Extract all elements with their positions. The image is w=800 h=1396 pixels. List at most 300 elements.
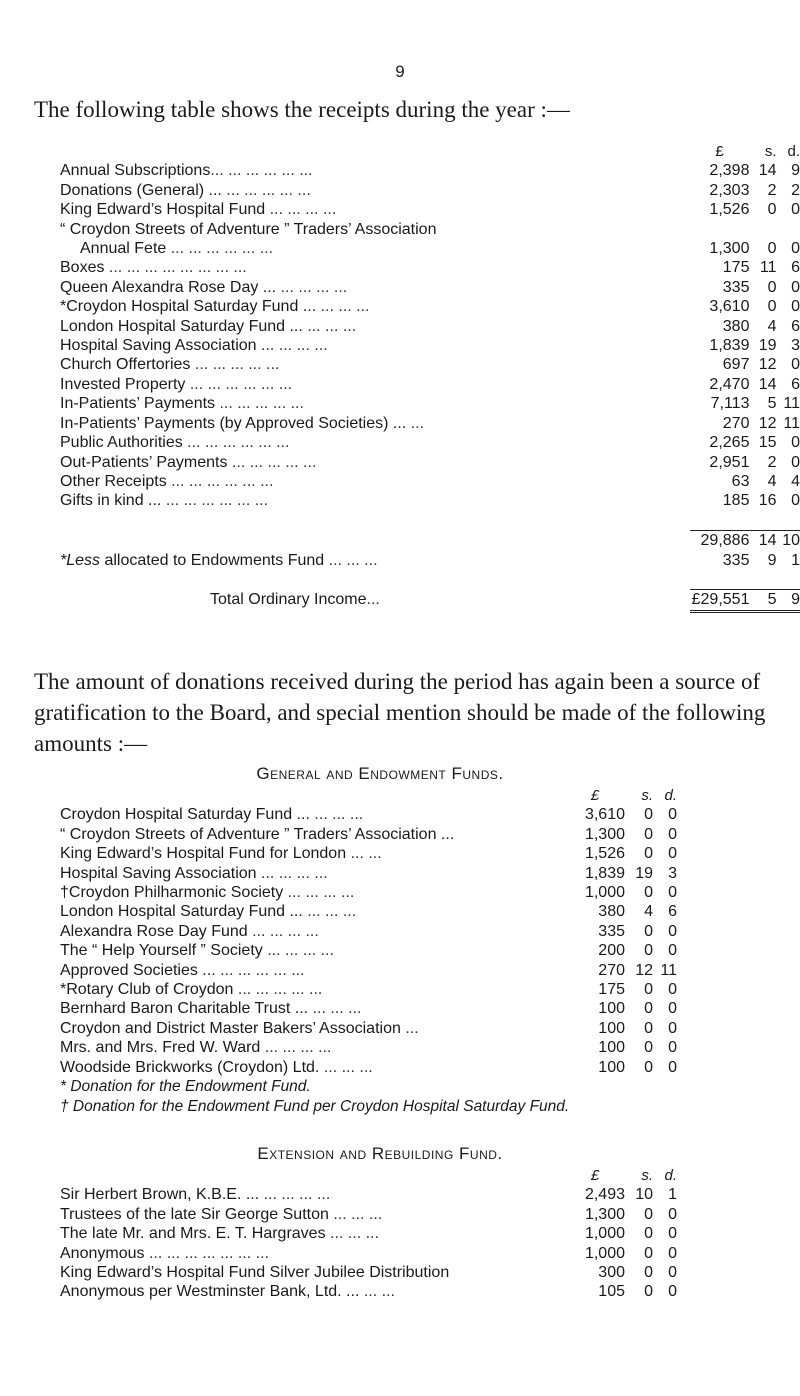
footnote [60, 1097, 677, 1116]
pence-value: 1 [668, 1186, 677, 1204]
label-text: “ Croydon Streets of Adventure ” Traders’ Association [60, 220, 437, 238]
shillings-value: 11 [759, 259, 777, 277]
label-text: Out-Patients’ Payments [60, 453, 228, 471]
pence-value [777, 220, 800, 239]
pounds-value: 335 [598, 922, 625, 940]
label-text: Approved Societies ... [60, 961, 216, 979]
table-row [60, 200, 800, 219]
pounds-value: 270 [722, 414, 750, 432]
pence-value: 6 [668, 903, 677, 921]
pence-value: 11 [783, 395, 800, 413]
shillings-value: 5 [767, 395, 777, 413]
pence-value: 11 [783, 414, 800, 432]
pounds-value: 335 [722, 278, 750, 296]
pounds-value: 380 [598, 903, 625, 921]
row-label [60, 297, 690, 316]
shillings-value: 0 [644, 1000, 653, 1018]
row-label [60, 1224, 565, 1243]
row-label [60, 336, 690, 355]
row-label [60, 472, 690, 491]
pounds-value: 1,839 [584, 864, 625, 882]
page-number: 9 [395, 62, 405, 81]
row-label [60, 999, 565, 1018]
shillings-value: 0 [644, 1019, 653, 1037]
shillings-value: 19 [635, 864, 653, 882]
spacer-row [60, 511, 800, 531]
leader-dots: ... ... ... ... ... [190, 356, 280, 374]
pence-value: 0 [668, 1000, 677, 1018]
currency-header-row [60, 1166, 677, 1185]
shillings-value: 0 [767, 201, 777, 219]
pence-value: 11 [660, 961, 677, 979]
label-text: Mrs. and Mrs. Fred W. Ward [60, 1039, 261, 1057]
shillings-header: s. [641, 787, 653, 804]
label-text: Anonymous per Westminster Bank, Ltd. ... [60, 1283, 360, 1301]
table-row [60, 941, 677, 960]
label-text: Annual Subscriptions [60, 162, 211, 180]
leader-dots: ... ... ... ... ... ... ... ... [104, 259, 247, 277]
row-label [60, 922, 565, 941]
table-row [60, 161, 800, 180]
pounds-value: 100 [598, 1058, 625, 1076]
leader-dots: ... ... ... ... ... [221, 181, 311, 199]
label-text: Gifts in kind ... [60, 492, 162, 510]
shillings-value: 0 [644, 1058, 653, 1076]
table-row [60, 1263, 677, 1282]
shillings-value: 4 [644, 903, 653, 921]
table-row [60, 844, 677, 863]
label-text: Croydon and District Master Bakers’ Association [60, 1019, 401, 1037]
label-text: Alexandra Rose Day Fund [60, 922, 248, 940]
pence-value: 0 [791, 453, 800, 471]
leader-dots: ... ... ... ... ... [233, 981, 323, 999]
pence-value: 0 [668, 845, 677, 863]
pounds-value: 1,000 [584, 1244, 625, 1262]
row-label [60, 258, 690, 277]
shillings-value: 12 [758, 356, 777, 374]
pounds-value: 1,526 [584, 845, 625, 863]
pounds-value: 100 [598, 1019, 625, 1037]
table-row [60, 278, 800, 297]
pounds-value: 29,886 [690, 531, 750, 551]
row-label [60, 1038, 565, 1057]
extension-fund-title: Extension and Rebuilding Fund. [257, 1144, 503, 1163]
spacer-cell [60, 570, 800, 590]
table-row [60, 239, 800, 258]
pence-value: 1 [791, 551, 800, 569]
pounds-value: 1,526 [709, 201, 750, 219]
table-row [60, 864, 677, 883]
donations-paragraph: The amount of donations received during the period has again been a source of gratification to the Board, and special mention should be made of the following amounts :— [34, 669, 766, 756]
shillings-value: 0 [644, 942, 653, 960]
shillings-value: 9 [767, 551, 777, 569]
leader-dots: ... ... ... ... [260, 1039, 332, 1057]
leader-dots: ... ... ... [325, 1225, 379, 1243]
pounds-value: 1,300 [709, 240, 750, 258]
table-row [60, 902, 677, 921]
pence-value: 3 [668, 864, 677, 882]
pounds-value: 2,470 [709, 375, 750, 393]
table-row [60, 961, 677, 980]
shillings-value: 0 [644, 1244, 653, 1262]
row-label [60, 531, 690, 551]
header-spacer [60, 1166, 565, 1185]
label-text: The late Mr. and Mrs. E. T. Hargraves [60, 1225, 326, 1243]
table-row [60, 531, 800, 551]
shillings-value: 0 [644, 1264, 653, 1282]
pence-value: 3 [791, 337, 800, 355]
leader-dots: ... ... [359, 1283, 395, 1301]
row-label [60, 1244, 565, 1263]
row-label [60, 239, 690, 258]
shillings-value: 0 [644, 981, 653, 999]
leader-dots: ... ... ... [319, 1058, 373, 1076]
leader-dots: ... ... ... ... [276, 278, 348, 296]
row-label [60, 1058, 565, 1077]
label-text: *Croydon Hospital Saturday Fund ... [60, 298, 317, 316]
pence-value: 0 [668, 825, 677, 843]
label-text: Queen Alexandra Rose Day ... [60, 278, 277, 296]
row-label [60, 980, 565, 999]
row-label [60, 961, 565, 980]
pounds-value: 185 [722, 492, 750, 510]
table-row [60, 433, 800, 452]
label-text: “ Croydon Streets of Adventure ” Traders’ Association ... [60, 825, 455, 843]
leader-dots: ... ... ... ... ... ... [182, 434, 290, 452]
pence-value: 0 [791, 298, 800, 316]
pence-value: 0 [668, 1058, 677, 1076]
pence-value: 0 [791, 201, 800, 219]
pence-value: 4 [791, 472, 800, 490]
shillings-value: 19 [758, 337, 777, 355]
row-label [60, 375, 690, 394]
pence-value: 0 [668, 1264, 677, 1282]
label-text: Church Offertories [60, 356, 191, 374]
row-label [60, 278, 690, 297]
spacer-cell [60, 511, 800, 531]
label-text: *Rotary Club of Croydon [60, 981, 234, 999]
pence-value: 0 [791, 492, 800, 510]
pence-header: d. [664, 787, 677, 804]
intro-text: The following table shows the receipts during the year :— [34, 97, 570, 122]
leader-dots: ... ... ... ... [256, 337, 328, 355]
shillings-value: 0 [767, 278, 777, 296]
table-row [60, 317, 800, 336]
shillings-value: 5 [749, 590, 776, 611]
pounds-value: £29,551 [690, 590, 750, 611]
header-spacer [60, 786, 565, 805]
pounds-value: 697 [722, 356, 750, 374]
pounds-value: 7,113 [710, 395, 750, 413]
label-text: allocated to Endowments Fund [100, 551, 325, 569]
row-label [60, 161, 690, 180]
shillings-value: 15 [758, 434, 777, 452]
pence-value: 0 [668, 1225, 677, 1243]
pence-value: 0 [668, 1019, 677, 1037]
header-spacer [60, 142, 690, 161]
leader-dots: ... ... ... [309, 806, 364, 824]
pence-value: 0 [668, 1205, 677, 1223]
shillings-value: 0 [767, 240, 777, 258]
table-row [60, 472, 800, 491]
row-label [60, 1263, 565, 1282]
pounds-value [690, 220, 750, 239]
pence-value: 0 [668, 1244, 677, 1262]
label-text: Invested Property [60, 375, 186, 393]
pounds-value: 335 [722, 551, 750, 569]
pence-value: 0 [668, 1283, 677, 1301]
row-label [60, 453, 690, 472]
shillings-header: s. [641, 1167, 653, 1184]
shillings-value: 16 [758, 492, 777, 510]
pounds-value: 1,000 [584, 1225, 625, 1243]
shillings-value: 0 [644, 806, 653, 824]
pence-value: 6 [791, 259, 800, 277]
leader-dots: ... ... ... [324, 551, 378, 569]
leader-dots: ... ... ... ... ... [215, 395, 304, 413]
pounds-value: 175 [722, 259, 750, 277]
table-row [60, 980, 677, 999]
table-row [60, 551, 800, 570]
pounds-value: 2,951 [709, 453, 750, 471]
row-label [60, 844, 565, 863]
leader-dots: ... ... ... ... [283, 884, 355, 902]
pence-value: 0 [791, 278, 800, 296]
table-row [60, 1038, 677, 1057]
row-label [60, 433, 690, 452]
shillings-value: 0 [644, 1283, 653, 1301]
pounds-value: 2,265 [709, 434, 750, 452]
label-text: In-Patients’ Payments [60, 395, 216, 413]
receipts-table [60, 142, 800, 613]
pounds-value: 300 [598, 1264, 625, 1282]
pounds-value: 380 [722, 317, 750, 335]
table-row [60, 825, 677, 844]
label-text: London Hospital Saturday Fund ... [60, 903, 303, 921]
label-text: King Edward’s Hospital Fund Silver Jubilee Distribution [60, 1264, 450, 1282]
shillings-value [749, 220, 776, 239]
leader-dots: ... ... ... ... [256, 864, 328, 882]
pence-value: 6 [791, 317, 800, 335]
table-row [60, 1185, 677, 1204]
row-label [60, 181, 690, 200]
extension-fund-table [60, 1166, 677, 1302]
label-text: King Edward’s Hospital Fund for London [60, 845, 347, 863]
row-label [60, 825, 565, 844]
spacer-row [60, 570, 800, 590]
pounds-value: 63 [731, 472, 750, 490]
pounds-value: 100 [598, 1039, 625, 1057]
label-text: Hospital Saving Association [60, 337, 257, 355]
pence-header: d. [664, 1167, 677, 1184]
row-label [60, 317, 690, 336]
row-label [60, 414, 690, 433]
row-label [60, 590, 690, 611]
general-funds-table [60, 786, 677, 1116]
currency-header-row [60, 786, 677, 805]
shillings-value: 2 [767, 181, 777, 199]
table-row [60, 258, 800, 277]
table-row [60, 1224, 677, 1243]
pence-value: 9 [777, 590, 800, 611]
table-row [60, 999, 677, 1018]
leader-dots: ... ... ... ... ... ... [185, 375, 293, 393]
table-row [60, 922, 677, 941]
pounds-value: 175 [598, 981, 625, 999]
table-row [60, 590, 800, 611]
leader-dots: ... ... ... ... ... [227, 453, 317, 471]
leader-dots: ... ... ... ... ... ... [166, 240, 273, 258]
row-label [60, 883, 565, 902]
label-text: Croydon Hospital Saturday Fund ... [60, 806, 310, 824]
pence-value: 6 [791, 375, 800, 393]
shillings-value: 12 [635, 961, 653, 979]
pence-value: 0 [791, 434, 800, 452]
label-text: Annual Fete [80, 240, 167, 258]
pence-value: 9 [791, 162, 800, 180]
pounds-value: 3,610 [584, 806, 625, 824]
table-row [60, 1244, 677, 1263]
leader-dots: ... ... ... ... ... [215, 961, 305, 979]
label-text: King Edward’s Hospital Fund [60, 201, 266, 219]
shillings-value: 14 [758, 162, 777, 180]
row-label [60, 1282, 565, 1301]
shillings-value: 0 [644, 1225, 653, 1243]
table-row [60, 1058, 677, 1077]
shillings-value: 4 [767, 317, 777, 335]
leader-dots: ... ... ... ... ... ... [210, 162, 313, 180]
label-text: Total Ordinary Income [210, 590, 367, 608]
footnote-text: † Donation for the Endowment Fund per Croydon Hospital Saturday Fund. [60, 1097, 570, 1115]
table-row [60, 297, 800, 316]
pence-value: 0 [668, 922, 677, 940]
label-text: Trustees of the late Sir George Sutton [60, 1205, 329, 1223]
leader-dots: ... [366, 590, 380, 608]
pounds-header: £ [715, 143, 724, 160]
row-label [60, 394, 690, 413]
shillings-value: 0 [644, 1205, 653, 1223]
pounds-value: 100 [598, 1000, 625, 1018]
leader-dots: ... ... ... ... ... ... ... [144, 1244, 269, 1262]
shillings-value: 4 [767, 472, 777, 490]
currency-header-row [60, 142, 800, 161]
row-label [60, 902, 565, 921]
shillings-value: 0 [644, 922, 653, 940]
leader-dots: ... ... [346, 845, 382, 863]
shillings-value: 0 [644, 825, 653, 843]
row-label [60, 491, 690, 510]
leader-dots: ... [400, 1019, 419, 1037]
pence-value: 0 [668, 942, 677, 960]
shillings-value: 12 [758, 414, 777, 432]
pounds-value: 1,300 [584, 1205, 625, 1223]
shillings-value: 0 [644, 1039, 653, 1057]
row-label [60, 864, 565, 883]
row-label [60, 941, 565, 960]
pounds-header: £ [590, 787, 600, 804]
table-row [60, 394, 800, 413]
row-label [60, 355, 690, 374]
leader-dots: ... ... ... [316, 298, 370, 316]
label-text: Sir Herbert Brown, K.B.E. ... [60, 1186, 260, 1204]
leader-dots: ... ... ... [302, 317, 357, 335]
pounds-value: 1,839 [709, 337, 750, 355]
shillings-value: 0 [644, 884, 653, 902]
shillings-value: 2 [767, 453, 777, 471]
label-text: Hospital Saving Association [60, 864, 257, 882]
label-text: London Hospital Saturday Fund ... [60, 317, 303, 335]
pounds-value: 200 [598, 942, 625, 960]
table-row [60, 355, 800, 374]
pence-value: 0 [791, 240, 800, 258]
shillings-value: 0 [767, 298, 777, 316]
pence-value: 10 [777, 531, 800, 551]
row-label [60, 1185, 565, 1204]
shillings-value: 14 [749, 531, 776, 551]
table-row [60, 1205, 677, 1224]
table-row [60, 805, 677, 824]
leader-dots: ... ... ... [302, 903, 357, 921]
row-label [60, 551, 690, 570]
leader-dots: ... ... ... ... ... ... [161, 492, 269, 510]
shillings-value: 14 [758, 375, 777, 393]
general-funds-title: General and Endowment Funds. [256, 764, 504, 783]
table-row [60, 1282, 677, 1301]
label-text: Woodside Brickworks (Croydon) Ltd. [60, 1058, 320, 1076]
pounds-value: 105 [598, 1283, 625, 1301]
pounds-value: 2,303 [709, 181, 750, 199]
label-text: Bernhard Baron Charitable Trust ... [60, 1000, 309, 1018]
pence-value: 0 [668, 1039, 677, 1057]
leader-dots: ... ... ... ... ... ... [166, 472, 274, 490]
pounds-value: 3,610 [709, 298, 750, 316]
table-row [60, 181, 800, 200]
table-row [60, 491, 800, 510]
leader-dots: ... ... ... ... [262, 942, 334, 960]
shillings-header: s. [764, 143, 777, 160]
label-text: Boxes [60, 259, 105, 277]
row-label [60, 1019, 565, 1038]
shillings-value: 10 [635, 1186, 653, 1204]
pounds-header: £ [590, 1167, 600, 1184]
label-text: †Croydon Philharmonic Society [60, 884, 284, 902]
pence-value: 0 [668, 981, 677, 999]
table-row [60, 1019, 677, 1038]
pence-value: 0 [791, 356, 800, 374]
row-label [60, 805, 565, 824]
row-label [60, 1205, 565, 1224]
table-row [60, 883, 677, 902]
label-text: In-Patients’ Payments (by Approved Societies) ... [60, 414, 407, 432]
table-row [60, 453, 800, 472]
table-row [60, 336, 800, 355]
table-row [60, 220, 800, 239]
table-row [60, 375, 800, 394]
pounds-value: 1,300 [584, 825, 625, 843]
pounds-value: 2,493 [584, 1186, 625, 1204]
italic-label: *Less [60, 551, 101, 569]
pounds-value: 270 [598, 961, 625, 979]
leader-dots: ... ... ... ... [259, 1186, 331, 1204]
pence-value: 0 [668, 884, 677, 902]
footnote-text: * Donation for the Endowment Fund. [60, 1078, 311, 1096]
leader-dots: ... ... ... [328, 1205, 383, 1223]
leader-dots: ... ... ... [308, 1000, 362, 1018]
table-row [60, 414, 800, 433]
row-label [60, 200, 690, 219]
label-text: The “ Help Yourself ” Society [60, 942, 263, 960]
pounds-value: 1,000 [584, 884, 625, 902]
